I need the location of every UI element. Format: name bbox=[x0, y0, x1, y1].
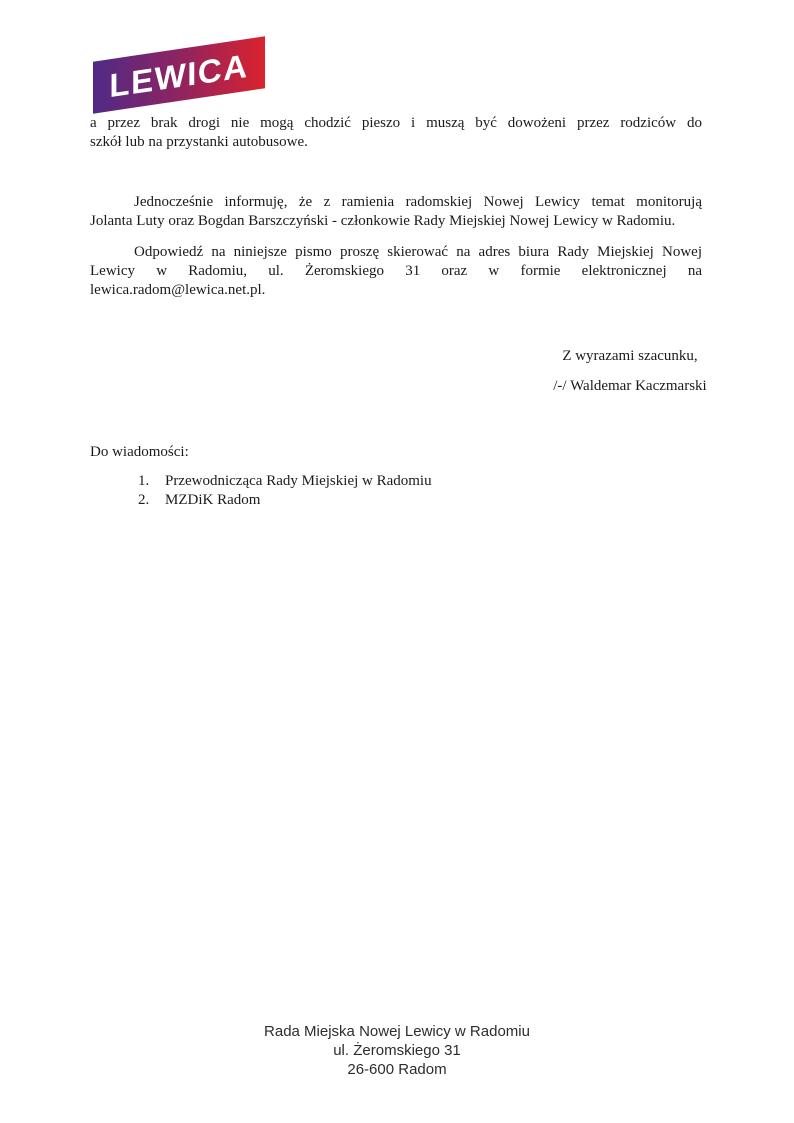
cc-item-text: Przewodnicząca Rady Miejskiej w Radomiu bbox=[165, 473, 432, 489]
letter-body bbox=[90, 114, 702, 300]
body-line: Jolanta Luty oraz Bogdan Barszczyński - członkowie Rady Miejskiej Nowej Lewicy w Radomiu. bbox=[90, 213, 676, 229]
cc-list bbox=[90, 472, 702, 510]
footer-address bbox=[0, 1022, 794, 1079]
footer-line-city: 26-600 Radom bbox=[347, 1061, 447, 1078]
cc-section bbox=[90, 443, 702, 510]
body-line: Jednocześnie informuję, że z ramienia radomskiej Nowej Lewicy temat monitorują bbox=[134, 194, 702, 210]
body-line: a przez brak drogi nie mogą chodzić pieszo i muszą być dowożeni przez rodziców do bbox=[90, 115, 702, 131]
paragraph bbox=[90, 193, 702, 231]
footer-line-street: ul. Żeromskiego 31 bbox=[333, 1042, 461, 1059]
paragraph bbox=[90, 114, 702, 152]
cc-item-text: MZDiK Radom bbox=[165, 492, 261, 508]
closing-phrase: Z wyrazami szacunku, bbox=[562, 348, 698, 364]
cc-item-number: 1. bbox=[138, 473, 150, 489]
cc-list-item bbox=[138, 472, 702, 491]
body-line: szkół lub na przystanki autobusowe. bbox=[90, 134, 308, 150]
cc-heading: Do wiadomości: bbox=[90, 444, 189, 460]
body-line: Odpowiedź na niniejsze pismo proszę skierować na adres biura Rady Miejskiej Nowej bbox=[134, 244, 702, 260]
signature-block bbox=[460, 347, 794, 396]
body-line: Lewicy w Radomiu, ul. Żeromskiego 31 oraz w formie elektronicznej na bbox=[90, 263, 702, 279]
paragraph bbox=[90, 243, 702, 300]
lewica-logo-text: LEWICA bbox=[109, 46, 249, 104]
footer-line-org: Rada Miejska Nowej Lewicy w Radomiu bbox=[264, 1023, 530, 1040]
signer-name: /-/ Waldemar Kaczmarski bbox=[553, 378, 707, 394]
lewica-logo bbox=[93, 36, 265, 113]
cc-item-number: 2. bbox=[138, 492, 150, 508]
email-address: lewica.radom@lewica.net.pl. bbox=[90, 282, 266, 298]
cc-list-item bbox=[138, 491, 702, 510]
